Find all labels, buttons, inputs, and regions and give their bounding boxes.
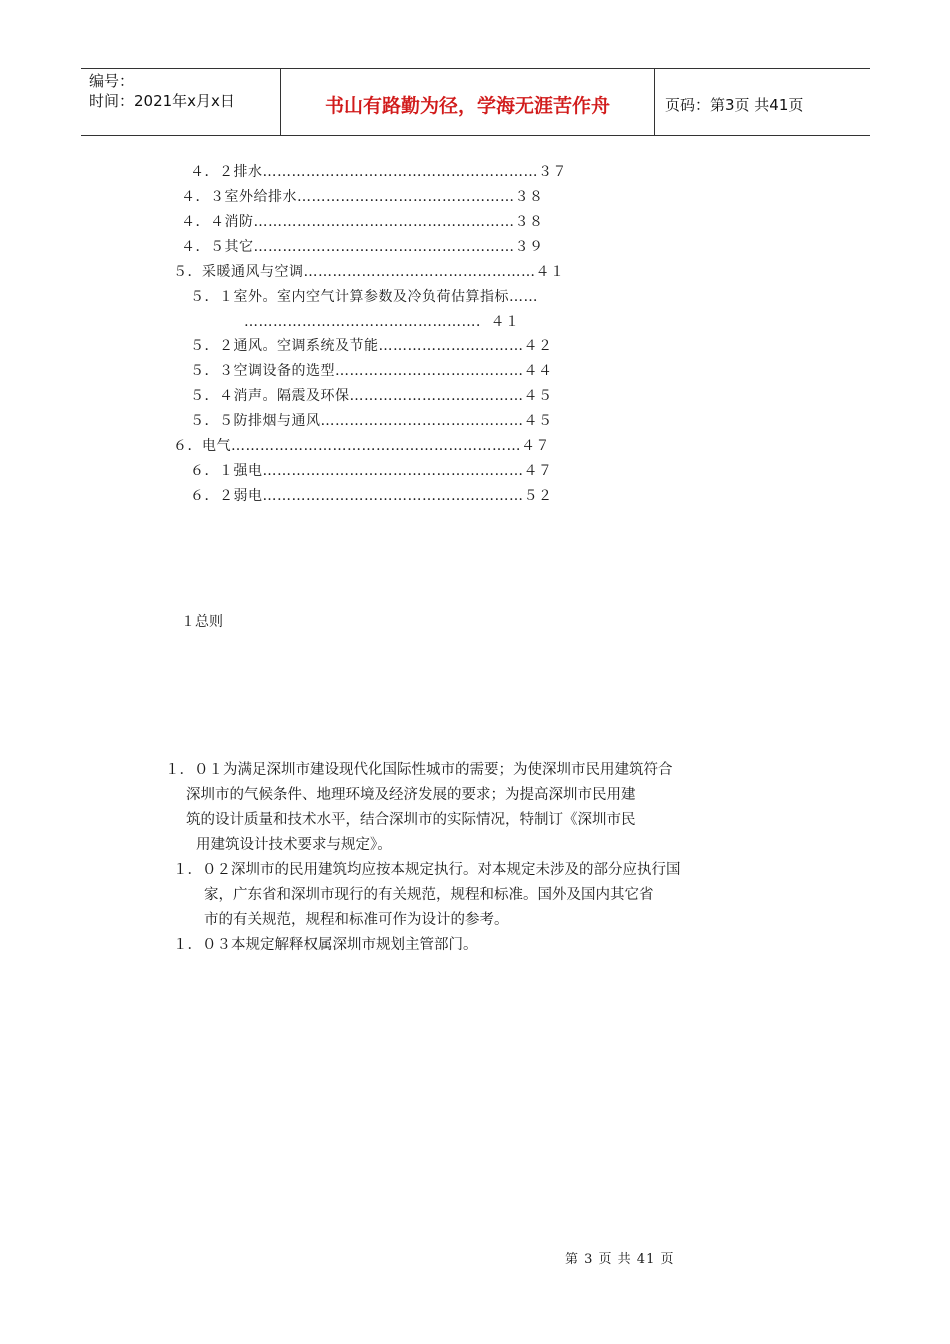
toc-item-5-1: ５．１室外。室内空气计算参数及冷负荷估算指标……	[190, 289, 538, 305]
paragraph-line: １．０３本规定解释权属深圳市规划主管部门。	[173, 937, 478, 953]
toc-item-5-1-cont: …………………………………………．４１	[244, 314, 520, 330]
page-header	[81, 68, 870, 136]
toc-item-5-3: ５．３空调设备的选型…………………………………４４	[190, 363, 553, 379]
paragraph-line: 用建筑设计技术要求与规定》。	[196, 837, 392, 853]
page-footer: 第 3 页 共 41 页	[565, 1252, 675, 1267]
header-motto: 书山有路勤为径，学海无涯苦作舟	[281, 69, 655, 135]
time-label: 时间：2021年x月x日	[89, 92, 235, 110]
toc-item-4-2: ４．２排水…………………………………………………３７	[190, 164, 567, 180]
toc-item-5: ５．采暖通风与空调…………………………………………４１	[173, 264, 565, 280]
toc-item-5-5: ５．５防排烟与通风……………………………………４５	[190, 413, 553, 429]
toc-item-5-2: ５．２通风。空调系统及节能…………………………４２	[190, 338, 553, 354]
paragraph-line: 家，广东省和深圳市现行的有关规范，规程和标准。国外及国内其它省	[204, 887, 654, 903]
doc-number-label: 编号：	[89, 72, 135, 90]
toc-item-4-3: ４．３室外给排水………………………………………３８	[181, 189, 544, 205]
toc-item-4-4: ４．４消防………………………………………………３８	[181, 214, 544, 230]
paragraph-line: １．０２深圳市的民用建筑均应按本规定执行。对本规定未涉及的部分应执行国	[173, 862, 681, 878]
header-meta	[81, 69, 281, 135]
paragraph-line: １．０１为满足深圳市建设现代化国际性城市的需要；为使深圳市民用建筑符合	[165, 762, 673, 778]
section-title: １总则	[181, 614, 223, 630]
toc-item-5-4: ５．４消声。隔震及环保………………………………４５	[190, 388, 553, 404]
toc-item-6-1: ６．１强电………………………………………………４７	[190, 463, 553, 479]
paragraph-line: 市的有关规范，规程和标准可作为设计的参考。	[204, 912, 509, 928]
paragraph-line: 深圳市的气候条件、地理环境及经济发展的要求；为提高深圳市民用建	[186, 787, 636, 803]
toc-item-6: ６．电气……………………………………………………４７	[173, 438, 550, 454]
paragraph-line: 筑的设计质量和技术水平，结合深圳市的实际情况，特制订《深圳市民	[186, 812, 636, 828]
toc-item-6-2: ６．２弱电………………………………………………５２	[190, 488, 553, 504]
toc-item-4-5: ４．５其它………………………………………………３９	[181, 239, 544, 255]
header-page-info: 页码：第3页 共41页	[665, 95, 804, 114]
